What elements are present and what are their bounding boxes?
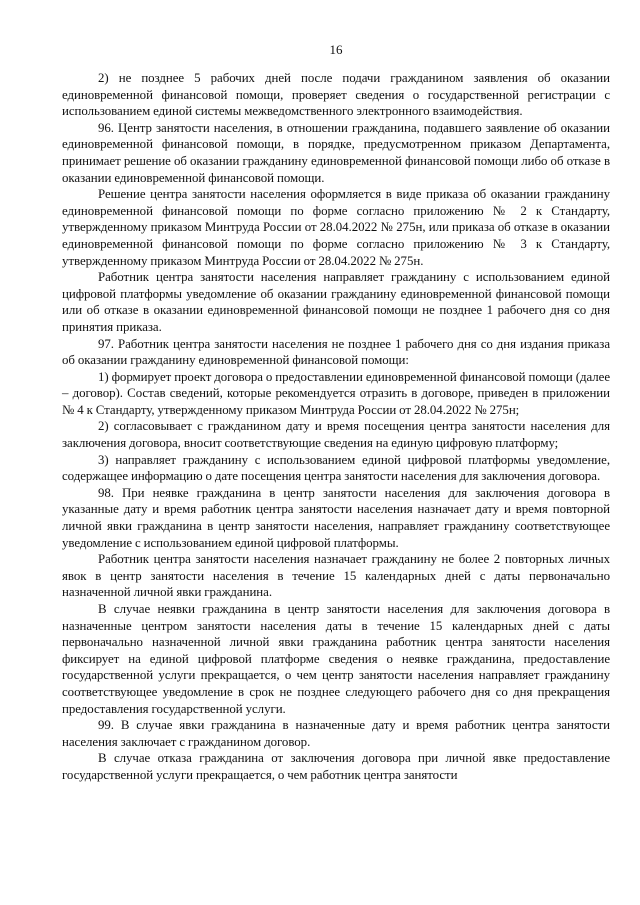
paragraph-repeat-visits: Работник центра занятости населения назначает гражданину не более 2 повторных личных явок в центр занятости населения в течение 15 календарных дней с даты первоначально назначенной личной явки гражданина.: [62, 552, 610, 600]
paragraph-decision-order: Решение центра занятости населения оформляется в виде приказа об оказании гражданину единовременной финансовой помощи по форме согласно приложению № 2 к Стандарту, утвержденному приказом Минтруда России от 28.04.2022 № 275н, или приказа об отказе в оказании единовременной финансовой помощи по форме согласно приложению № 3 к Стандарту, утвержденному приказом Минтруда России от 28.04.2022 № 275н.: [62, 187, 610, 268]
paragraph-refusal: В случае отказа гражданина от заключения договора при личной явке предоставление государственной услуги прекращается, о чем работник центра занятости: [62, 751, 610, 782]
page-number: 16: [329, 42, 343, 57]
paragraph-97-item-1: 1) формирует проект договора о предоставлении единовременной финансовой помощи (далее – договор). Состав сведений, которые рекомендуется отразить в договоре, приведен в приложении № 4 к Стандарту, утвержденному приказом Минтруда России от 28.04.2022 № 275н;: [62, 369, 610, 417]
paragraph-97-item-3: 3) направляет гражданину с использованием единой цифровой платформы уведомление, содержащее информацию о дате посещения центра занятости населения для заключения договора.: [62, 452, 610, 484]
paragraph-notification: Работник центра занятости населения направляет гражданину с использованием единой цифровой платформы уведомление об оказании гражданину единовременной финансовой помощи или об отказе в оказании единовременной финансовой помощи не позднее 1 рабочего дня со дня принятия приказа.: [62, 270, 610, 334]
paragraph-item-2-state-registration-check: 2) не позднее 5 рабочих дней после подачи гражданином заявления об оказании единовременной финансовой помощи, проверяет сведения о государственной регистрации с использованием единой системы межведомственного электронного взаимодействия.: [62, 71, 610, 119]
paragraph-98-non-appearance: 98. При неявке гражданина в центр занятости населения для заключения договора в указанные дату и время работник центра занятости населения назначает дату и время повторной личной явки гражданина в центр занятости населения, направляет гражданину соответствующее уведомление с использованием единой цифровой платформы.: [62, 485, 610, 550]
paragraph-97-item-2: 2) согласовывает с гражданином дату и время посещения центра занятости населения для заключения договора, вносит соответствующие сведения на единую цифровую платформу;: [62, 419, 610, 451]
paragraph-96-decision: 96. Центр занятости населения, в отношении гражданина, подавшего заявление об оказании единовременной финансовой помощи, в порядке, предусмотренном приказом Департамента, принимает решение об оказании гражданину единовременной финансовой помощи либо об отказе в оказании единовременной финансовой помощи.: [62, 120, 610, 185]
paragraph-service-termination: В случае неявки гражданина в центр занятости населения для заключения договора в назначенные центром занятости населения даты в течение 15 календарных дней с даты первоначально назначенной личной явки гражданина работник центра занятости населения фиксирует на единой цифровой платформе сведения о неявке гражданина, предоставление государственной услуги прекращается, о чем центр занятости населения направляет гражданину соответствующее уведомление в срок не позднее следующего рабочего дня со дня прекращения предоставления государственной услуги.: [62, 602, 610, 716]
paragraph-97-intro: 97. Работник центра занятости населения не позднее 1 рабочего дня со дня издания приказа об оказании гражданину единовременной финансовой помощи:: [62, 336, 610, 368]
paragraph-99-contract: 99. В случае явки гражданина в назначенные дату и время работник центра занятости населения заключает с гражданином договор.: [62, 718, 610, 749]
document-body: [62, 70, 610, 784]
